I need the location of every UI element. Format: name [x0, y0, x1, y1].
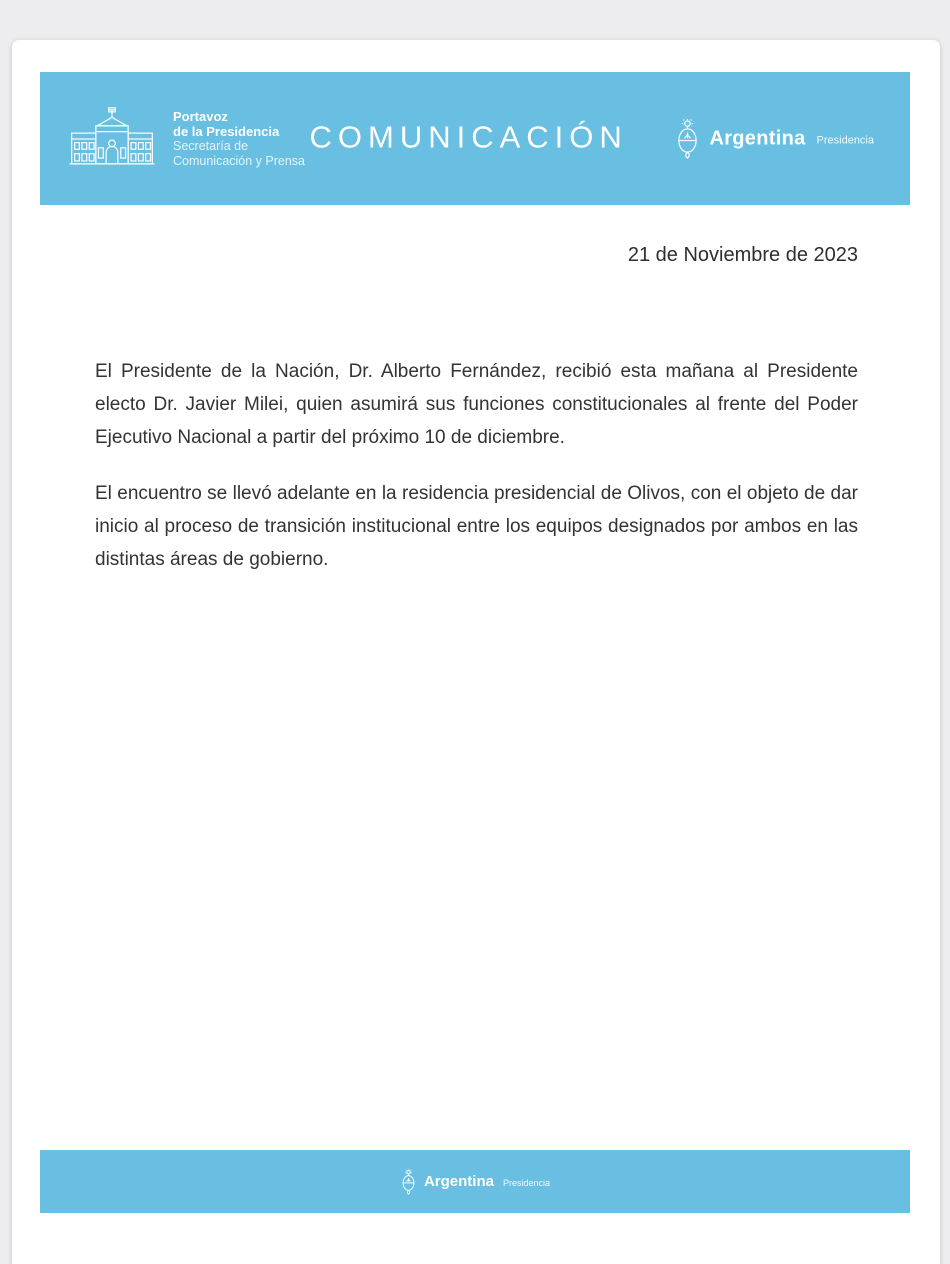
paragraph: El Presidente de la Nación, Dr. Alberto Fernández, recibió esta mañana al Presidente electo Dr. Javier Milei, quien asumirá sus funciones constitucionales al frente del Poder Ejecutivo Nacional a partir del próximo 10 de diciembre.: [95, 361, 858, 448]
argentina-presidencia-logo: [674, 116, 874, 161]
document-date: 21 de Noviembre de 2023: [627, 244, 858, 266]
header-band: [40, 72, 910, 205]
brand-name: Argentina: [709, 127, 806, 149]
org-line: Portavoz: [173, 108, 228, 124]
footer-band: [40, 1150, 910, 1213]
org-line: Comunicación y Prensa: [173, 153, 306, 168]
org-text: [173, 109, 305, 169]
escudo-nacional-icon: [400, 1168, 417, 1196]
org-line: Secretaría de: [173, 138, 249, 153]
casa-rosada-icon: [68, 103, 156, 175]
org-logo-block: [68, 103, 305, 175]
brand-suffix: Presidencia: [816, 134, 874, 146]
document-body: [95, 355, 858, 599]
paragraph: El encuentro se llevó adelante en la residencia presidencial de Olivos, con el objeto de dar inicio al proceso de transición institucional entre los equipos designados por ambos en las distintas áreas de gobierno.: [95, 483, 858, 570]
org-line: de la Presidencia: [173, 123, 280, 139]
escudo-nacional-icon: [674, 116, 701, 161]
brand-name: Argentina: [423, 1173, 494, 1190]
brand-suffix: Presidencia: [502, 1177, 551, 1188]
document-page: [12, 40, 940, 1264]
page-title: COMUNICACIÓN: [309, 119, 628, 155]
